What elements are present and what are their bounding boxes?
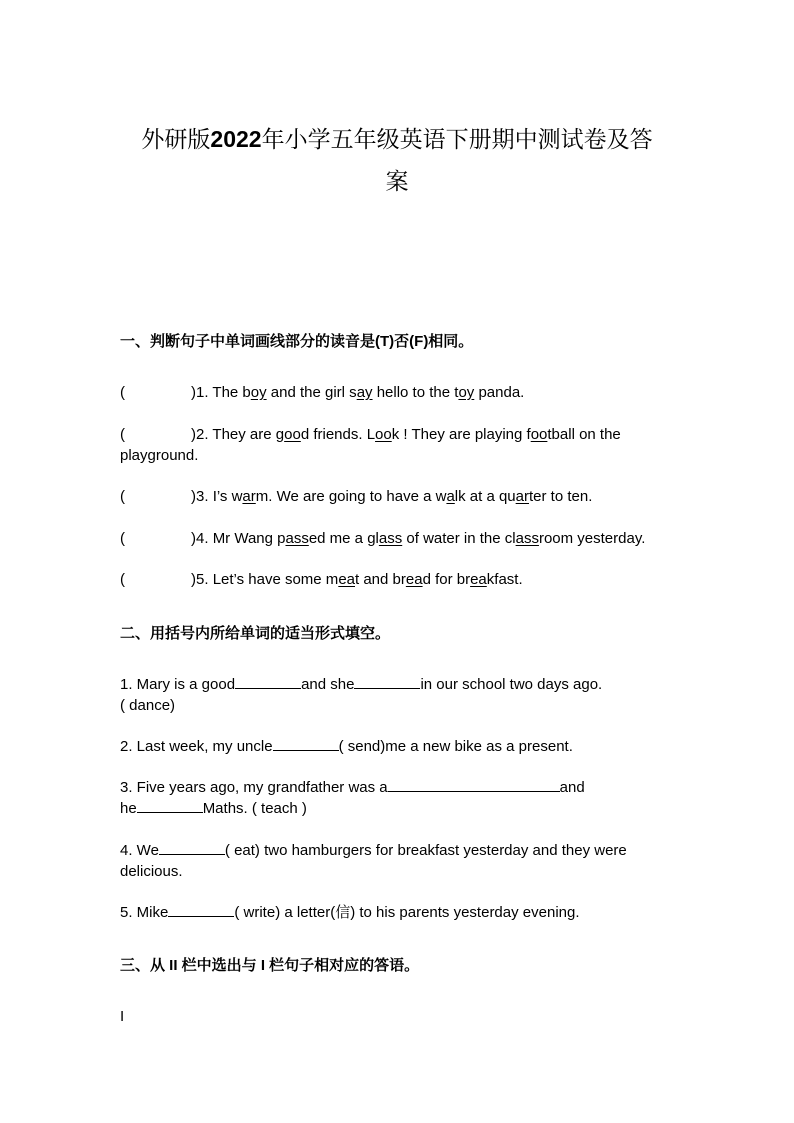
s2-question-3: 3. Five years ago, my grandfather was a and he Maths. ( teach ) <box>120 779 585 817</box>
answer-blank[interactable] <box>159 840 225 855</box>
section1-heading: 一、判断句子中单词画线部分的读音是(T)否(F)相同。 <box>120 333 474 350</box>
answer-blank[interactable] <box>273 736 339 751</box>
answer-blank[interactable] <box>235 674 301 689</box>
section3-heading: 三、从 II 栏中选出与 I 栏句子相对应的答语。 <box>120 957 420 974</box>
s2-question-1: 1. Mary is a good and she in our school two days ago. ( dance) <box>120 676 603 714</box>
s1-item-4: ( )4. Mr Wang passed me a glass of water in the classroom yesterday. <box>120 530 646 547</box>
s1-item-5: ( )5. Let’s have some meat and bread for breakfast. <box>120 571 523 588</box>
section2-heading: 二、用括号内所给单词的适当形式填空。 <box>120 625 391 642</box>
s1-item-2: ( )2. They are good friends. Look ! They are playing football on the playground. <box>120 426 621 464</box>
s2-question-2: 2. Last week, my uncle ( send)me a new bike as a present. <box>120 738 573 755</box>
title-suffix: 年小学五年级英语下册期中测试卷及答 <box>261 126 653 152</box>
s1-item-1: ( )1. The boy and the girl say hello to the toy panda. <box>120 384 525 401</box>
section3-column-label: I <box>120 1008 125 1025</box>
s2-question-4: 4. We ( eat) two hamburgers for breakfast yesterday and they were delicious. <box>120 842 627 880</box>
answer-blank[interactable] <box>137 798 203 813</box>
title-line2: 案 <box>385 168 409 194</box>
document-title <box>100 118 694 202</box>
title-year: 2022 <box>210 126 262 152</box>
answer-blank[interactable] <box>388 777 560 792</box>
s2-question-5: 5. Mike ( write) a letter(信) to his parents yesterday evening. <box>120 904 580 921</box>
answer-blank[interactable] <box>168 902 234 917</box>
answer-blank[interactable] <box>354 674 420 689</box>
s1-item-3: ( )3. I’s warm. We are going to have a walk at a quarter to ten. <box>120 488 593 505</box>
title-prefix: 外研版 <box>141 126 211 152</box>
